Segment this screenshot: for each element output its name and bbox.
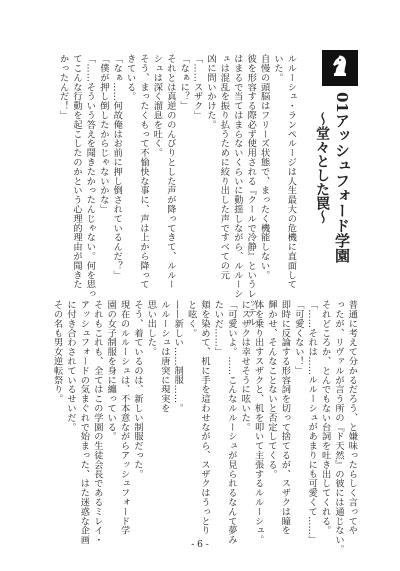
text-line: 園の女子制服を身に纏っている。 (105, 300, 117, 441)
text-line: それもこれも、全てはこの学園の生徒会長であるミレイ・ (91, 300, 103, 545)
text-line: 凶に問いかけた。 (205, 54, 216, 130)
text-line: 現在のルルーシュは、不本意ながらアッシュフォード学 (118, 300, 130, 535)
text-line: ——新しい……制服……。 (172, 300, 184, 413)
text-line: てこんな行動を起こしたのかという心理的理由が聞きた (71, 54, 82, 289)
text-line: 即時に反論する形容詞を切って捨てるが、スザクは瞳を (279, 300, 291, 535)
text-line: 「なぁに？」 (178, 54, 190, 111)
chapter-subtitle: 〜堂々とした罠〜 (314, 112, 330, 224)
page-number: - 6 - (191, 540, 209, 550)
text-line: はまるで当てはまらないくらいに動揺しながら、ルルーシ (231, 54, 243, 299)
chapter-title-text: アッシュフォード学園 (333, 112, 351, 263)
text-line: かったんだ！」 (57, 54, 69, 120)
text-line: に付き合わされているせいだ。 (65, 300, 76, 432)
text-line: ったが、リヴァルが言う所の『ド天然』の彼には通じない。 (333, 300, 344, 554)
text-line: 思い出した。 (145, 300, 157, 357)
text-line: それとは真逆ののんびりとした声が降ってきて、ルルー (164, 54, 176, 289)
text-line: たいだ……」 (212, 300, 224, 357)
chapter-badge (322, 50, 358, 86)
text-line: 「可愛くない！」 (292, 300, 304, 376)
text-line: シュは深く溜息を吐く。 (151, 54, 163, 158)
text-line: にスザクは幸せそうに呟いた。 (239, 300, 251, 432)
text-line: 自慢の頭脳はフリーズ状態で、まったく機能しない。 (258, 54, 270, 280)
text-line: 輝かせ、そんなことないと否定してくる。 (266, 300, 277, 479)
text-line: 「……スザク」 (191, 54, 203, 120)
text-line: その名も男女逆転祭り。 (51, 300, 63, 404)
text-line: いた。 (272, 54, 283, 83)
text-line: 「可愛いよ。……こんなルルーシュが見られるなんて夢み (225, 300, 237, 545)
text-line: ルルーシュは唐突に現実を (158, 300, 170, 413)
text-line: アッシュフォードの気まぐれで始まった、はた迷惑な企画 (78, 300, 90, 545)
text-line: 「……それは……ルルーシュがあまりにも可愛くて……」 (306, 300, 318, 545)
text-line: ルルーシュ・ランペルージは人生最大の危機に直面して (285, 54, 297, 289)
text-line: 「なぁ……何故俺はお前に押し倒されているんだ？」 (111, 54, 123, 280)
text-line: 頬を染めて、机に手を這わせながら、スザクはうっとり (199, 300, 210, 535)
text-line: 体を乗り出すスザクと、机を叩いて主張するルルーシュ。 (252, 300, 264, 545)
text-line: それどころか、とんでもない台詞を吐き出してくれる。 (319, 300, 331, 535)
text-line: 「僕が押し倒したからじゃないかな」 (97, 54, 109, 214)
text-line: ュは混乱を振り払うために絞り出した声ですべての元 (218, 54, 230, 280)
text-line: 彼を形容する際必ず使用される『クールで冷静』というレッテル (245, 54, 257, 327)
chapter-title (332, 92, 352, 263)
text-line: そう、まったくもって不愉快な事に、声は上から降って (138, 54, 149, 289)
text-line: 「……そういう答えを聞きたかったんじゃない。何を思っ (84, 54, 96, 299)
text-line: そう、着ているのは、新しい制服だった。 (132, 300, 143, 479)
chess-knight-icon (327, 53, 353, 83)
text-line: 普通に考えて分かるだろう、と嫌味ったらしく言ってや (346, 300, 358, 535)
chapter-number: 01 (333, 92, 351, 113)
text-line: きている。 (124, 54, 136, 101)
text-line: と呟く。 (185, 300, 197, 338)
